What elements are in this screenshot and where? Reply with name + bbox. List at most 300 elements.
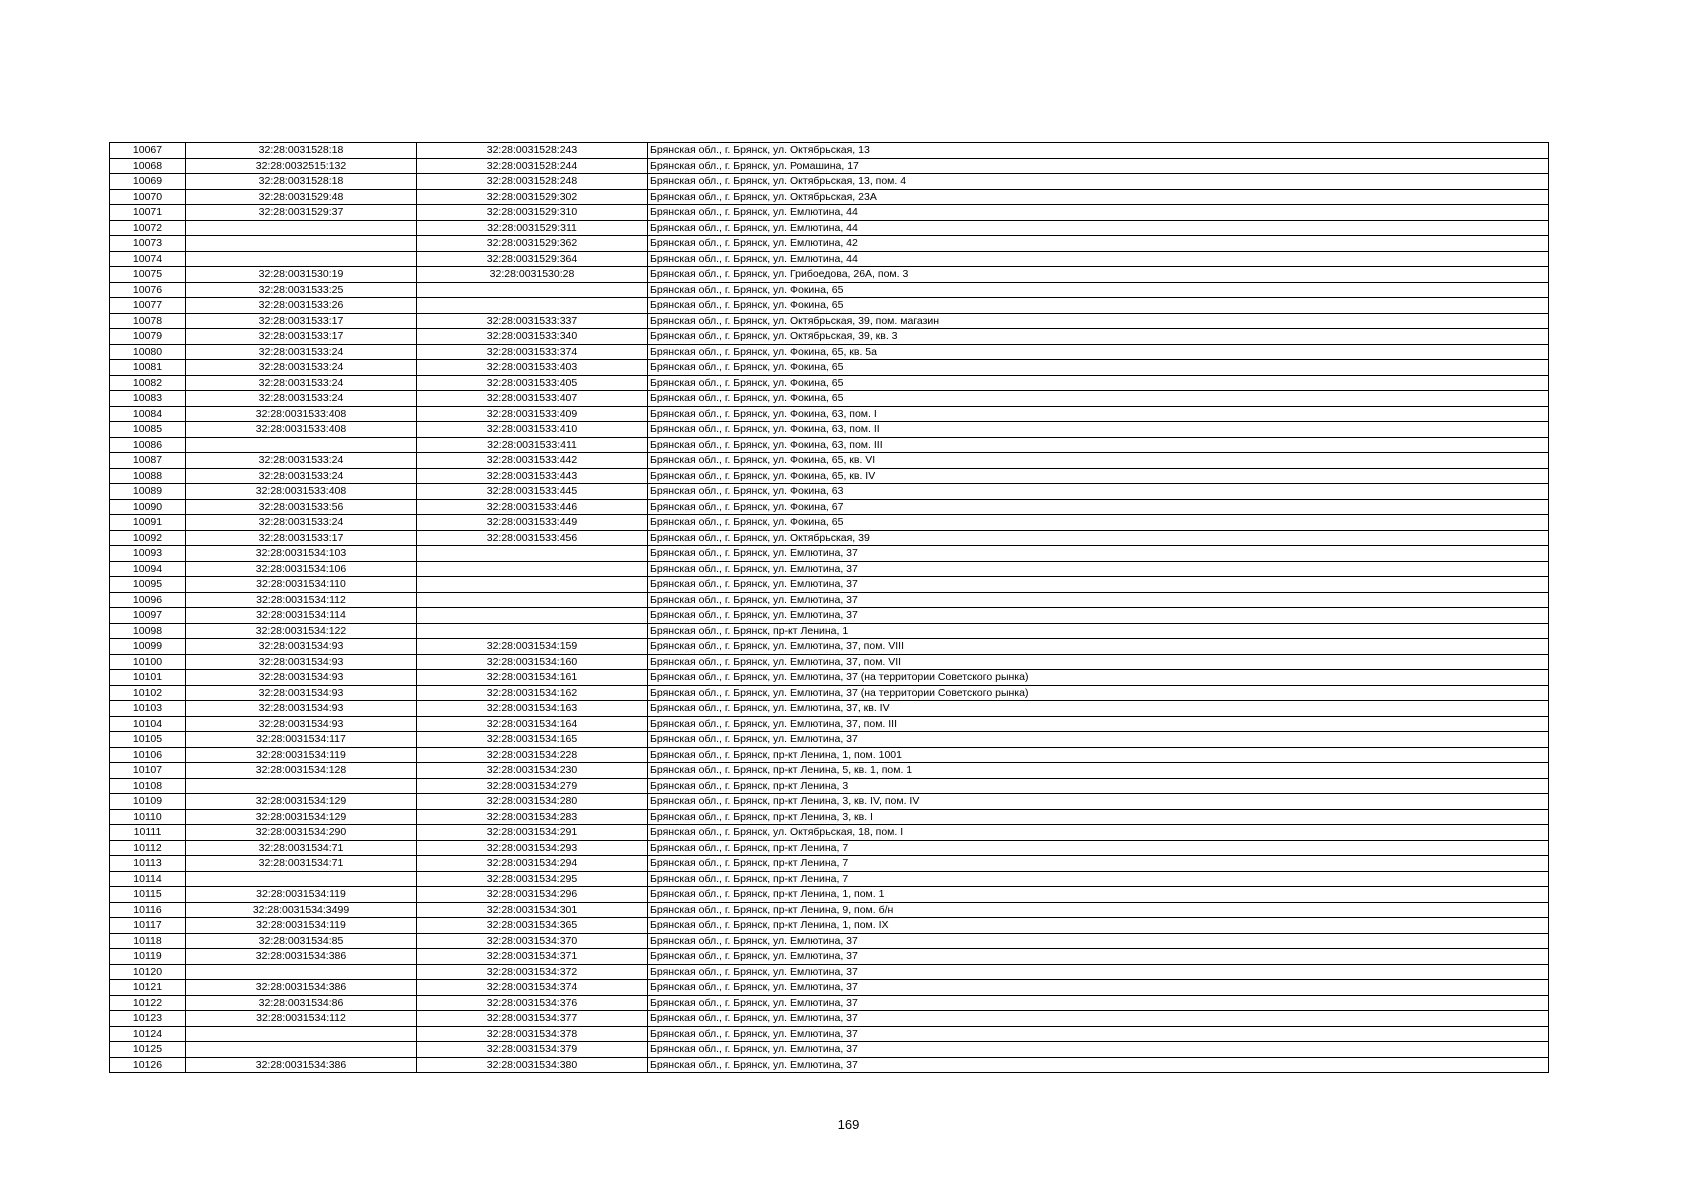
object-cadastral-number-cell: 32:28:0031534:283 — [417, 809, 648, 825]
table-row — [110, 344, 1549, 360]
object-cadastral-number-cell — [417, 282, 648, 298]
row-number-cell: 10111 — [110, 825, 186, 841]
table-row — [110, 825, 1549, 841]
object-cadastral-number-cell: 32:28:0031529:310 — [417, 205, 648, 221]
row-number-cell: 10091 — [110, 515, 186, 531]
address-cell: Брянская обл., г. Брянск, ул. Фокина, 65 — [648, 515, 1549, 531]
address-cell: Брянская обл., г. Брянск, ул. Емлютина, 44 — [648, 220, 1549, 236]
table-row — [110, 251, 1549, 267]
object-cadastral-number-cell — [417, 546, 648, 562]
object-cadastral-number-cell: 32:28:0031534:374 — [417, 980, 648, 996]
parcel-cadastral-number-cell: 32:28:0032515:132 — [186, 158, 417, 174]
address-cell: Брянская обл., г. Брянск, пр-кт Ленина, 7 — [648, 871, 1549, 887]
table-row — [110, 856, 1549, 872]
address-cell: Брянская обл., г. Брянск, ул. Октябрьская, 39, кв. 3 — [648, 329, 1549, 345]
row-number-cell: 10072 — [110, 220, 186, 236]
object-cadastral-number-cell: 32:28:0031533:411 — [417, 437, 648, 453]
object-cadastral-number-cell: 32:28:0031533:443 — [417, 468, 648, 484]
table-row — [110, 298, 1549, 314]
address-cell: Брянская обл., г. Брянск, ул. Емлютина, 37 — [648, 1026, 1549, 1042]
parcel-cadastral-number-cell: 32:28:0031533:408 — [186, 422, 417, 438]
parcel-cadastral-number-cell — [186, 871, 417, 887]
address-cell: Брянская обл., г. Брянск, ул. Фокина, 67 — [648, 499, 1549, 515]
table-row — [110, 902, 1549, 918]
address-cell: Брянская обл., г. Брянск, пр-кт Ленина, 3, кв. IV, пом. IV — [648, 794, 1549, 810]
object-cadastral-number-cell: 32:28:0031534:372 — [417, 964, 648, 980]
address-cell: Брянская обл., г. Брянск, ул. Емлютина, 37 (на территории Советского рынка) — [648, 670, 1549, 686]
table-row — [110, 313, 1549, 329]
table-row — [110, 747, 1549, 763]
address-cell: Брянская обл., г. Брянск, ул. Фокина, 65 — [648, 298, 1549, 314]
table-row — [110, 732, 1549, 748]
row-number-cell: 10120 — [110, 964, 186, 980]
address-cell: Брянская обл., г. Брянск, ул. Фокина, 65 — [648, 282, 1549, 298]
row-number-cell: 10080 — [110, 344, 186, 360]
address-cell: Брянская обл., г. Брянск, ул. Фокина, 63, пом. I — [648, 406, 1549, 422]
table-row — [110, 391, 1549, 407]
row-number-cell: 10101 — [110, 670, 186, 686]
table-row — [110, 499, 1549, 515]
table-row — [110, 329, 1549, 345]
parcel-cadastral-number-cell: 32:28:0031529:48 — [186, 189, 417, 205]
table-row — [110, 174, 1549, 190]
object-cadastral-number-cell — [417, 577, 648, 593]
address-cell: Брянская обл., г. Брянск, ул. Фокина, 63 — [648, 484, 1549, 500]
parcel-cadastral-number-cell: 32:28:0031534:386 — [186, 1057, 417, 1073]
row-number-cell: 10115 — [110, 887, 186, 903]
table-row — [110, 437, 1549, 453]
table-row — [110, 267, 1549, 283]
parcel-cadastral-number-cell: 32:28:0031534:122 — [186, 623, 417, 639]
row-number-cell: 10076 — [110, 282, 186, 298]
table-row — [110, 515, 1549, 531]
table-row — [110, 654, 1549, 670]
table-row — [110, 375, 1549, 391]
parcel-cadastral-number-cell: 32:28:0031534:112 — [186, 592, 417, 608]
address-cell: Брянская обл., г. Брянск, пр-кт Ленина, 5, кв. 1, пом. 1 — [648, 763, 1549, 779]
address-cell: Брянская обл., г. Брянск, пр-кт Ленина, 7 — [648, 856, 1549, 872]
object-cadastral-number-cell — [417, 608, 648, 624]
address-cell: Брянская обл., г. Брянск, ул. Емлютина, 37 — [648, 732, 1549, 748]
row-number-cell: 10103 — [110, 701, 186, 717]
address-cell: Брянская обл., г. Брянск, ул. Октябрьская, 18, пом. I — [648, 825, 1549, 841]
row-number-cell: 10082 — [110, 375, 186, 391]
address-cell: Брянская обл., г. Брянск, ул. Фокина, 65 — [648, 375, 1549, 391]
row-number-cell: 10126 — [110, 1057, 186, 1073]
object-cadastral-number-cell: 32:28:0031529:362 — [417, 236, 648, 252]
table-row — [110, 1057, 1549, 1073]
table-row — [110, 422, 1549, 438]
object-cadastral-number-cell: 32:28:0031533:337 — [417, 313, 648, 329]
table-row — [110, 1042, 1549, 1058]
object-cadastral-number-cell: 32:28:0031534:164 — [417, 716, 648, 732]
row-number-cell: 10104 — [110, 716, 186, 732]
object-cadastral-number-cell: 32:28:0031534:230 — [417, 763, 648, 779]
parcel-cadastral-number-cell: 32:28:0031534:85 — [186, 933, 417, 949]
parcel-cadastral-number-cell: 32:28:0031534:71 — [186, 856, 417, 872]
table-row — [110, 546, 1549, 562]
row-number-cell: 10102 — [110, 685, 186, 701]
table-row — [110, 220, 1549, 236]
parcel-cadastral-number-cell: 32:28:0031529:37 — [186, 205, 417, 221]
address-cell: Брянская обл., г. Брянск, пр-кт Ленина, 1, пом. 1001 — [648, 747, 1549, 763]
parcel-cadastral-number-cell: 32:28:0031533:25 — [186, 282, 417, 298]
row-number-cell: 10119 — [110, 949, 186, 965]
object-cadastral-number-cell: 32:28:0031534:165 — [417, 732, 648, 748]
table-row — [110, 484, 1549, 500]
parcel-cadastral-number-cell: 32:28:0031533:17 — [186, 530, 417, 546]
object-cadastral-number-cell: 32:28:0031533:442 — [417, 453, 648, 469]
parcel-cadastral-number-cell: 32:28:0031534:93 — [186, 639, 417, 655]
row-number-cell: 10093 — [110, 546, 186, 562]
object-cadastral-number-cell: 32:28:0031534:279 — [417, 778, 648, 794]
row-number-cell: 10092 — [110, 530, 186, 546]
table-row — [110, 871, 1549, 887]
table-row — [110, 701, 1549, 717]
object-cadastral-number-cell — [417, 592, 648, 608]
object-cadastral-number-cell: 32:28:0031533:445 — [417, 484, 648, 500]
address-cell: Брянская обл., г. Брянск, ул. Грибоедова, 26А, пом. 3 — [648, 267, 1549, 283]
address-cell: Брянская обл., г. Брянск, ул. Фокина, 63, пом. III — [648, 437, 1549, 453]
table-row — [110, 778, 1549, 794]
table-row — [110, 577, 1549, 593]
parcel-cadastral-number-cell: 32:28:0031533:408 — [186, 484, 417, 500]
parcel-cadastral-number-cell: 32:28:0031534:117 — [186, 732, 417, 748]
address-cell: Брянская обл., г. Брянск, ул. Емлютина, 44 — [648, 205, 1549, 221]
parcel-cadastral-number-cell: 32:28:0031533:17 — [186, 313, 417, 329]
row-number-cell: 10069 — [110, 174, 186, 190]
table-row — [110, 453, 1549, 469]
row-number-cell: 10113 — [110, 856, 186, 872]
object-cadastral-number-cell: 32:28:0031533:340 — [417, 329, 648, 345]
table-row — [110, 933, 1549, 949]
address-cell: Брянская обл., г. Брянск, ул. Октябрьская, 13, пом. 4 — [648, 174, 1549, 190]
row-number-cell: 10071 — [110, 205, 186, 221]
address-cell: Брянская обл., г. Брянск, ул. Емлютина, 37 — [648, 933, 1549, 949]
address-cell: Брянская обл., г. Брянск, ул. Емлютина, 37 — [648, 592, 1549, 608]
parcel-cadastral-number-cell: 32:28:0031534:114 — [186, 608, 417, 624]
address-cell: Брянская обл., г. Брянск, ул. Емлютина, 37 — [648, 561, 1549, 577]
row-number-cell: 10086 — [110, 437, 186, 453]
parcel-cadastral-number-cell: 32:28:0031534:103 — [186, 546, 417, 562]
row-number-cell: 10110 — [110, 809, 186, 825]
address-cell: Брянская обл., г. Брянск, ул. Емлютина, 37 — [648, 949, 1549, 965]
address-cell: Брянская обл., г. Брянск, ул. Емлютина, 37, пом. VII — [648, 654, 1549, 670]
parcel-cadastral-number-cell: 32:28:0031534:93 — [186, 654, 417, 670]
row-number-cell: 10087 — [110, 453, 186, 469]
address-cell: Брянская обл., г. Брянск, ул. Емлютина, 37 — [648, 577, 1549, 593]
row-number-cell: 10079 — [110, 329, 186, 345]
object-cadastral-number-cell: 32:28:0031529:302 — [417, 189, 648, 205]
row-number-cell: 10105 — [110, 732, 186, 748]
address-cell: Брянская обл., г. Брянск, ул. Емлютина, 44 — [648, 251, 1549, 267]
row-number-cell: 10112 — [110, 840, 186, 856]
parcel-cadastral-number-cell — [186, 1026, 417, 1042]
row-number-cell: 10118 — [110, 933, 186, 949]
address-cell: Брянская обл., г. Брянск, ул. Емлютина, 37, пом. VIII — [648, 639, 1549, 655]
address-cell: Брянская обл., г. Брянск, пр-кт Ленина, 9, пом. б/н — [648, 902, 1549, 918]
object-cadastral-number-cell — [417, 561, 648, 577]
object-cadastral-number-cell: 32:28:0031533:410 — [417, 422, 648, 438]
parcel-cadastral-number-cell — [186, 964, 417, 980]
address-cell: Брянская обл., г. Брянск, ул. Ромашина, 17 — [648, 158, 1549, 174]
parcel-cadastral-number-cell: 32:28:0031534:71 — [186, 840, 417, 856]
object-cadastral-number-cell: 32:28:0031534:159 — [417, 639, 648, 655]
row-number-cell: 10124 — [110, 1026, 186, 1042]
row-number-cell: 10073 — [110, 236, 186, 252]
table-row — [110, 189, 1549, 205]
object-cadastral-number-cell: 32:28:0031534:379 — [417, 1042, 648, 1058]
parcel-cadastral-number-cell — [186, 1042, 417, 1058]
parcel-cadastral-number-cell: 32:28:0031534:86 — [186, 995, 417, 1011]
object-cadastral-number-cell: 32:28:0031533:405 — [417, 375, 648, 391]
parcel-cadastral-number-cell: 32:28:0031534:93 — [186, 685, 417, 701]
table-row — [110, 716, 1549, 732]
object-cadastral-number-cell: 32:28:0031534:294 — [417, 856, 648, 872]
table-row — [110, 1011, 1549, 1027]
parcel-cadastral-number-cell: 32:28:0031534:110 — [186, 577, 417, 593]
table-row — [110, 158, 1549, 174]
object-cadastral-number-cell: 32:28:0031533:449 — [417, 515, 648, 531]
parcel-cadastral-number-cell: 32:28:0031533:24 — [186, 391, 417, 407]
object-cadastral-number-cell: 32:28:0031534:228 — [417, 747, 648, 763]
object-cadastral-number-cell: 32:28:0031528:243 — [417, 143, 648, 159]
table-row — [110, 143, 1549, 159]
object-cadastral-number-cell — [417, 623, 648, 639]
table-row — [110, 468, 1549, 484]
row-number-cell: 10122 — [110, 995, 186, 1011]
parcel-cadastral-number-cell: 32:28:0031533:26 — [186, 298, 417, 314]
address-cell: Брянская обл., г. Брянск, ул. Фокина, 65, кв. 5а — [648, 344, 1549, 360]
parcel-cadastral-number-cell — [186, 437, 417, 453]
parcel-cadastral-number-cell: 32:28:0031534:129 — [186, 809, 417, 825]
table-row — [110, 592, 1549, 608]
address-cell: Брянская обл., г. Брянск, пр-кт Ленина, 1 — [648, 623, 1549, 639]
parcel-cadastral-number-cell: 32:28:0031533:24 — [186, 515, 417, 531]
parcel-cadastral-number-cell: 32:28:0031533:24 — [186, 344, 417, 360]
row-number-cell: 10098 — [110, 623, 186, 639]
object-cadastral-number-cell: 32:28:0031533:407 — [417, 391, 648, 407]
address-cell: Брянская обл., г. Брянск, ул. Емлютина, 42 — [648, 236, 1549, 252]
parcel-cadastral-number-cell: 32:28:0031534:112 — [186, 1011, 417, 1027]
table-row — [110, 236, 1549, 252]
table-row — [110, 949, 1549, 965]
row-number-cell: 10109 — [110, 794, 186, 810]
page-number: 169 — [837, 1117, 860, 1132]
object-cadastral-number-cell: 32:28:0031528:248 — [417, 174, 648, 190]
address-cell: Брянская обл., г. Брянск, ул. Емлютина, 37 (на территории Советского рынка) — [648, 685, 1549, 701]
object-cadastral-number-cell: 32:28:0031534:161 — [417, 670, 648, 686]
address-cell: Брянская обл., г. Брянск, ул. Емлютина, 37 — [648, 1057, 1549, 1073]
object-cadastral-number-cell: 32:28:0031534:380 — [417, 1057, 648, 1073]
row-number-cell: 10077 — [110, 298, 186, 314]
table-row — [110, 406, 1549, 422]
address-cell: Брянская обл., г. Брянск, ул. Емлютина, 37, кв. IV — [648, 701, 1549, 717]
parcel-cadastral-number-cell — [186, 778, 417, 794]
parcel-cadastral-number-cell: 32:28:0031534:106 — [186, 561, 417, 577]
object-cadastral-number-cell: 32:28:0031529:364 — [417, 251, 648, 267]
parcel-cadastral-number-cell: 32:28:0031534:93 — [186, 716, 417, 732]
row-number-cell: 10094 — [110, 561, 186, 577]
address-cell: Брянская обл., г. Брянск, ул. Емлютина, 37 — [648, 1011, 1549, 1027]
table-row — [110, 918, 1549, 934]
table-row — [110, 530, 1549, 546]
object-cadastral-number-cell: 32:28:0031534:370 — [417, 933, 648, 949]
address-cell: Брянская обл., г. Брянск, ул. Емлютина, 37 — [648, 964, 1549, 980]
object-cadastral-number-cell: 32:28:0031533:446 — [417, 499, 648, 515]
address-cell: Брянская обл., г. Брянск, пр-кт Ленина, 3 — [648, 778, 1549, 794]
object-cadastral-number-cell: 32:28:0031534:365 — [417, 918, 648, 934]
table-row — [110, 282, 1549, 298]
row-number-cell: 10070 — [110, 189, 186, 205]
row-number-cell: 10078 — [110, 313, 186, 329]
table-row — [110, 608, 1549, 624]
parcel-cadastral-number-cell: 32:28:0031533:17 — [186, 329, 417, 345]
table-row — [110, 980, 1549, 996]
object-cadastral-number-cell: 32:28:0031534:376 — [417, 995, 648, 1011]
row-number-cell: 10088 — [110, 468, 186, 484]
address-cell: Брянская обл., г. Брянск, ул. Емлютина, 37 — [648, 995, 1549, 1011]
row-number-cell: 10090 — [110, 499, 186, 515]
address-cell: Брянская обл., г. Брянск, ул. Емлютина, 37 — [648, 608, 1549, 624]
object-cadastral-number-cell: 32:28:0031529:311 — [417, 220, 648, 236]
parcel-cadastral-number-cell: 32:28:0031534:386 — [186, 949, 417, 965]
parcel-cadastral-number-cell: 32:28:0031533:56 — [186, 499, 417, 515]
row-number-cell: 10106 — [110, 747, 186, 763]
table-row — [110, 809, 1549, 825]
table-row — [110, 561, 1549, 577]
address-cell: Брянская обл., г. Брянск, ул. Емлютина, 37 — [648, 1042, 1549, 1058]
address-cell: Брянская обл., г. Брянск, ул. Октябрьская, 13 — [648, 143, 1549, 159]
parcel-cadastral-number-cell: 32:28:0031533:24 — [186, 453, 417, 469]
object-cadastral-number-cell: 32:28:0031534:160 — [417, 654, 648, 670]
address-cell: Брянская обл., г. Брянск, ул. Фокина, 65, кв. VI — [648, 453, 1549, 469]
address-cell: Брянская обл., г. Брянск, ул. Октябрьская, 39, пом. магазин — [648, 313, 1549, 329]
parcel-cadastral-number-cell: 32:28:0031534:119 — [186, 918, 417, 934]
address-cell: Брянская обл., г. Брянск, ул. Фокина, 65 — [648, 391, 1549, 407]
object-cadastral-number-cell: 32:28:0031533:409 — [417, 406, 648, 422]
object-cadastral-number-cell: 32:28:0031534:280 — [417, 794, 648, 810]
parcel-cadastral-number-cell: 32:28:0031534:119 — [186, 887, 417, 903]
object-cadastral-number-cell: 32:28:0031534:162 — [417, 685, 648, 701]
parcel-cadastral-number-cell: 32:28:0031533:24 — [186, 360, 417, 376]
table-row — [110, 794, 1549, 810]
row-number-cell: 10097 — [110, 608, 186, 624]
table-row — [110, 360, 1549, 376]
address-cell: Брянская обл., г. Брянск, ул. Октябрьская, 23А — [648, 189, 1549, 205]
object-cadastral-number-cell — [417, 298, 648, 314]
row-number-cell: 10116 — [110, 902, 186, 918]
address-cell: Брянская обл., г. Брянск, пр-кт Ленина, 1, пом. IX — [648, 918, 1549, 934]
parcel-cadastral-number-cell: 32:28:0031534:129 — [186, 794, 417, 810]
row-number-cell: 10075 — [110, 267, 186, 283]
table-row — [110, 995, 1549, 1011]
parcel-cadastral-number-cell — [186, 236, 417, 252]
row-number-cell: 10089 — [110, 484, 186, 500]
row-number-cell: 10108 — [110, 778, 186, 794]
row-number-cell: 10068 — [110, 158, 186, 174]
parcel-cadastral-number-cell: 32:28:0031528:18 — [186, 143, 417, 159]
row-number-cell: 10074 — [110, 251, 186, 267]
object-cadastral-number-cell: 32:28:0031534:291 — [417, 825, 648, 841]
parcel-cadastral-number-cell: 32:28:0031533:24 — [186, 375, 417, 391]
registry-table — [109, 142, 1549, 1073]
row-number-cell: 10121 — [110, 980, 186, 996]
row-number-cell: 10117 — [110, 918, 186, 934]
address-cell: Брянская обл., г. Брянск, ул. Фокина, 65 — [648, 360, 1549, 376]
object-cadastral-number-cell: 32:28:0031534:296 — [417, 887, 648, 903]
row-number-cell: 10123 — [110, 1011, 186, 1027]
row-number-cell: 10100 — [110, 654, 186, 670]
object-cadastral-number-cell: 32:28:0031530:28 — [417, 267, 648, 283]
address-cell: Брянская обл., г. Брянск, ул. Емлютина, 37, пом. III — [648, 716, 1549, 732]
object-cadastral-number-cell: 32:28:0031534:378 — [417, 1026, 648, 1042]
parcel-cadastral-number-cell: 32:28:0031534:290 — [186, 825, 417, 841]
object-cadastral-number-cell: 32:28:0031534:371 — [417, 949, 648, 965]
object-cadastral-number-cell: 32:28:0031534:293 — [417, 840, 648, 856]
address-cell: Брянская обл., г. Брянск, ул. Фокина, 63, пом. II — [648, 422, 1549, 438]
row-number-cell: 10107 — [110, 763, 186, 779]
parcel-cadastral-number-cell: 32:28:0031534:119 — [186, 747, 417, 763]
table-row — [110, 887, 1549, 903]
object-cadastral-number-cell: 32:28:0031533:403 — [417, 360, 648, 376]
row-number-cell: 10084 — [110, 406, 186, 422]
table-row — [110, 670, 1549, 686]
row-number-cell: 10081 — [110, 360, 186, 376]
row-number-cell: 10114 — [110, 871, 186, 887]
table-row — [110, 685, 1549, 701]
object-cadastral-number-cell: 32:28:0031534:377 — [417, 1011, 648, 1027]
parcel-cadastral-number-cell — [186, 220, 417, 236]
parcel-cadastral-number-cell: 32:28:0031528:18 — [186, 174, 417, 190]
table-row — [110, 840, 1549, 856]
parcel-cadastral-number-cell: 32:28:0031534:386 — [186, 980, 417, 996]
row-number-cell: 10083 — [110, 391, 186, 407]
object-cadastral-number-cell: 32:28:0031528:244 — [417, 158, 648, 174]
object-cadastral-number-cell: 32:28:0031533:374 — [417, 344, 648, 360]
address-cell: Брянская обл., г. Брянск, ул. Октябрьская, 39 — [648, 530, 1549, 546]
parcel-cadastral-number-cell: 32:28:0031533:408 — [186, 406, 417, 422]
address-cell: Брянская обл., г. Брянск, ул. Емлютина, 37 — [648, 546, 1549, 562]
table-row — [110, 763, 1549, 779]
row-number-cell: 10096 — [110, 592, 186, 608]
address-cell: Брянская обл., г. Брянск, ул. Фокина, 65, кв. IV — [648, 468, 1549, 484]
address-cell: Брянская обл., г. Брянск, пр-кт Ленина, 7 — [648, 840, 1549, 856]
table-row — [110, 205, 1549, 221]
table-row — [110, 1026, 1549, 1042]
address-cell: Брянская обл., г. Брянск, ул. Емлютина, 37 — [648, 980, 1549, 996]
parcel-cadastral-number-cell: 32:28:0031534:3499 — [186, 902, 417, 918]
table-row — [110, 639, 1549, 655]
object-cadastral-number-cell: 32:28:0031533:456 — [417, 530, 648, 546]
parcel-cadastral-number-cell: 32:28:0031533:24 — [186, 468, 417, 484]
row-number-cell: 10095 — [110, 577, 186, 593]
parcel-cadastral-number-cell: 32:28:0031534:93 — [186, 701, 417, 717]
table-row — [110, 623, 1549, 639]
row-number-cell: 10125 — [110, 1042, 186, 1058]
object-cadastral-number-cell: 32:28:0031534:295 — [417, 871, 648, 887]
parcel-cadastral-number-cell: 32:28:0031534:93 — [186, 670, 417, 686]
object-cadastral-number-cell: 32:28:0031534:163 — [417, 701, 648, 717]
row-number-cell: 10099 — [110, 639, 186, 655]
row-number-cell: 10085 — [110, 422, 186, 438]
table-row — [110, 964, 1549, 980]
row-number-cell: 10067 — [110, 143, 186, 159]
object-cadastral-number-cell: 32:28:0031534:301 — [417, 902, 648, 918]
parcel-cadastral-number-cell: 32:28:0031534:128 — [186, 763, 417, 779]
parcel-cadastral-number-cell — [186, 251, 417, 267]
address-cell: Брянская обл., г. Брянск, пр-кт Ленина, 1, пом. 1 — [648, 887, 1549, 903]
